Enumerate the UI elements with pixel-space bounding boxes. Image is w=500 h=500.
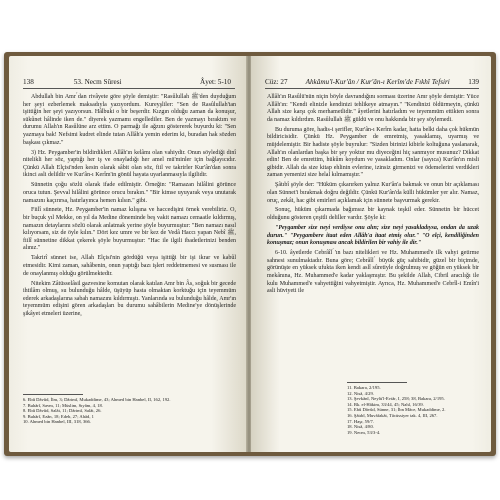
paragraph: 6-10. âyetlerde Cebrâîl ́'ın bazı nitelikleri ve Hz. Muhammed'e ilk vahyi getirme sahnesi sunulmaktadır. Buna göre; Cebrâîl ́ büyük güç sahibidir, güzel bir biçimde, görünüşte en yüksek ufukta iken kendi aslî sûretiyle doğrulmuş ve göğün en yüksek bir mekânına, Hz. Muhammed'e kadar yaklaşmıştır. Bu şekilde Allah, Cibril aracılığı ile kulu Muhammed'e vahyettiğini vahyetmiştir. Ayrıca, Hz. Muhammed'e Cebrîl-i Emîn'i asli hüviyeti ile: [267, 250, 479, 295]
footnote: 6. Ebû Dâvûd, İlm, 3; Dârimî, Mukaddime, 43; Ahmed bin Hanbel, II, 162, 192.: [23, 397, 171, 402]
ayet-range: Âyet: 5-10: [200, 78, 231, 86]
right-running-head: [265, 78, 479, 89]
paragraph: Sünnetin çoğu sözlü olarak ifade edilmiştir. Örneğin: "Ramazan hilâlini görünce oruca tutun. Şevval hilâlini görünce orucu bırakın." "Bir kimse uyuyarak veya unutarak namazını kaçırırsa, hatırlayınca hemen kılsın." gibi.: [23, 182, 236, 204]
right-page-number: 139: [468, 78, 479, 86]
left-body-text: [23, 94, 236, 321]
footnote: 13. Şevkânî, Neylü'l-Evtâr, I, 258; 38, Bakara, 2/195.: [347, 396, 445, 402]
left-page-number: 138: [23, 78, 34, 86]
left-page: [9, 56, 247, 452]
paragraph: Bu duruma göre, hadis-i şerifler, Kur'ân-ı Kerîm kadar, hatta belki daha çok hükmün bildiricisidir. Çünkü Hz. Peygamber de emretmiş, yasaklamış, uyarmış ve müjdelemiştir. Bir hadiste şöyle buyrulur: "Sizden birinizi kibirle koltuğuna yaslanarak, Allah'ın olanlardan başka bir şey yoktur mu diyeceğini hiç sanmıyor musunuz? Dikkat edin! Ben de emrettim, hükûm koydum ve yasakladım. Onlar (sayıca) Kur'ân'ın misli gibidir. Allah da size kitap ehlinin evlerine, izinsiz girmenizi ve ödemelerini verdikleri zaman yemenizi size helal kılmamıştır.": [267, 126, 479, 179]
footnote: 8. Ebû Dâvûd, Salât, 11; Dârimî, Salât, 26.: [23, 408, 102, 414]
paragraph: Allâh'ın Rasûlü'nün niçin böyle davrandığını sorması üzerine Amr şöyle demiştir: Yüce Allâh'ın: "Kendi elinizle kendinizi tehlikeye atmayın." "Kendinizi öldürmeyin, çünkü Allah size karşı çok merhametlidir." âyetlerini hatırladım ve teyemmüm ettikten sonra da namaz kıldırdım. Rasûlullah ﷺ güldü ve onu hakkında bir şey söylemedi.: [267, 94, 479, 123]
juz-label: Cüz: 27: [265, 78, 288, 86]
footnote: 18. Nisâ, 4/80.: [347, 424, 374, 430]
footnote: 19. Necm, 53/3-4.: [347, 429, 381, 435]
paragraph: Sonuç, hüküm çıkarmada bağımsız bir kaynak teşkil eder. Sünnetin bir hüccet olduğunu gösteren çeşitli deliller vardır. Şöyle ki:: [267, 207, 479, 222]
footnote: 15. Ebû Dâvûd, Sünne, 31; İbn Mâce, Mukaddime, 2.: [347, 407, 446, 413]
footnote: 14. Bk. el-Hâkim, 33/44, 45; Nahl, 16/39.: [347, 401, 424, 407]
footnote: 12. Nisâ, 4/29.: [347, 390, 374, 396]
footnote: 16. Şâtıbî, Muvâfakât, Tâcüssiyer tak. 4, III, 267.: [347, 412, 438, 418]
footnote: 17. Haşr, 59/7.: [347, 418, 374, 424]
right-page: [251, 56, 491, 452]
footnote-rule: [347, 382, 407, 383]
paragraph: Takrirî sünnet ise, Allah Elçisi'nin gördüğü veya işittiği bir işi ikrar ve kabûl etmesidir. Kimi zaman, sahâbenin, onun yaptığı bazı işleri reddetmemesi ve susması ile de onaylanmış olduğu görülmektedir.: [23, 255, 236, 277]
right-body-text: [267, 94, 479, 298]
footnote-rule: [23, 394, 83, 395]
paragraph: Abdullah bin Amr ́dan rivâyete göre şöyle demiştir: "Rasûlullah ﷺ'den duyduğum her şeyi ezberlemek maksadıyla yazıyordum. Kureyşliler: "Sen de Rasûlullah'tan işittiğin her şeyi yazıyorsun. Hâlbuki o bir beşerdir. Kızgın olduğu zaman da konuşur, sükûnet hâlinde iken de." diyerek yazmamı engellediler. Ben de yazmayı bıraktım ve durumu Allah'ın Rasûlüne arz ettim. O parmağı ile ağzını göstererek buyurdu ki: "Sen yazmaya bak! Nefsimi kudret elinde tutan Allâh'a yemin ederim ki, buradan hak sözden başkası çıkmaz.": [23, 94, 237, 146]
left-running-head: [23, 78, 235, 89]
paragraph: 3) Hz. Peygamber'in bildirdikleri Allâh'ın kelâmı olan vahiydir. Onun söylediği dinî nitelikli her söz, yaptığı her iş ve onayladığı her amel mü'minler için bağlayıcıdır. Çünkü Allah Elçisi'nden kesin olarak sâbit olan söz, fiil ve takrirler Kur'ân'dan sonra ikinci asli delildir ve Kur'ân-ı Kerîm'in gönül hayata uyarlanmasıyla ilgilidir.: [23, 149, 236, 179]
footnote: 7. Buhârî, Savm, 11; Müslim, Sıyâm, 4, 18.: [23, 402, 103, 408]
sura-title: 53. Necm Sûresi: [73, 78, 122, 86]
footnote: 10. Ahmed bin Hanbel, III, 318, 366.: [23, 419, 92, 425]
left-footnotes: [23, 394, 236, 425]
paragraph: Fiilî sünnete, Hz. Peygamber'in namaz kılışına ve haccedişini örnek verebiliriz. O, bir buçuk yıl Mekke, on yıl da Medine döneminde beş vakit namazı cemaatle kıldırmış, namazın detaylarını sözlü olarak anlatmak yerine şöyle buyurmuştur: "Ben namazı nasıl kılıyorsam, siz de öyle kılın." Dört kez umre ve bir kez de Vedâ Haccı yapan Nebî ﷺ, fiilî sünnetine dikkat çekerek şöyle buyurmuştur: "Hac ile ilgili ibadetlerinizi benden alınız.": [23, 207, 236, 252]
paragraph: Nitekim Zâtüsselâsil gazvesine komutan olarak katılan Amr bin Âs, soğuk bir gecede ihtilâm olmuş, su bulunduğu hâlde, üşüyüp hasta olmaktan korktuğu için teyemmüm ederek arkadaşlarına sabah namazını kıldırmıştı. Yanlarında su bulunduğu hâlde, Amr'ın teyemmüm edişini gören arkadaşları bu durumu sahâbilerin Medine'ye dönüşlerinde şikâyet etmeleri üzerine,: [23, 280, 236, 317]
paragraph: Şâtıbî şöyle der: "Hüküm çıkarırken yalnız Kur'ân'a bakmak ve onun bir açıklaması olan Sünnet'i bırakmak doğru değildir. Çünkü Kur'ân'da külli hükümler yer alır. Namaz, oruç, zekât, hac gibi emirleri açıklamak için sünnete başvurmak gerekir.: [267, 182, 479, 204]
footnote: 11. Bakara, 2/195.: [347, 385, 381, 390]
right-footnotes: [347, 382, 479, 435]
running-title: Ahkâmu'l-Kur'ân / Kur'ân-ı Kerîm'de Fıkhî Tefsiri: [305, 78, 450, 86]
paragraph: "Peygamber size neyi verdiyse onu alın; size neyi yasakladıysa, ondan da uzak durun." "Peygambere itaat eden Allâh'a itaat etmiş olur." "O elçi, kendiliğinden konuşmaz; onun konuşması ancak bildirilen bir vahiy ile dir.": [267, 225, 479, 247]
footnote: 9. Buhârî, Ezân, 18; Edeb, 27; Ahâd, 1: [23, 413, 94, 419]
